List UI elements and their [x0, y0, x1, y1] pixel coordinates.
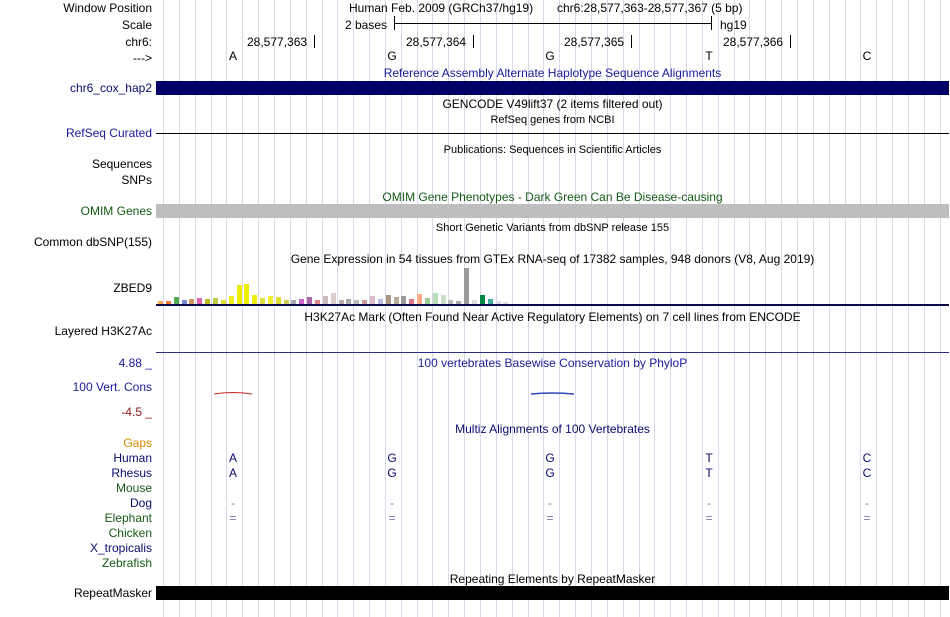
track-label-cons[interactable]: 100 Vert. Cons	[72, 380, 152, 394]
gtex-tissue-bar[interactable]	[244, 284, 249, 304]
cons-title: 100 vertebrates Basewise Conservation by PhyloP	[417, 356, 688, 370]
cons-min: -4.5 _	[121, 405, 152, 419]
gtex-gene-line	[156, 304, 949, 306]
species-base: G	[545, 451, 555, 465]
scale-bar	[394, 23, 712, 24]
ref-base: G	[387, 49, 397, 63]
coord-tick	[790, 35, 791, 48]
species-base: -	[548, 496, 552, 510]
gtex-tissue-bar[interactable]	[268, 296, 273, 304]
strand-label: --->	[133, 51, 152, 65]
track-label-dbsnp[interactable]: Common dbSNP(155)	[33, 235, 152, 249]
coord-tick	[314, 35, 315, 48]
scale-text: 2 bases	[345, 18, 388, 32]
scale-label: Scale	[121, 18, 152, 32]
species-label[interactable]: Human	[113, 451, 152, 465]
species-base: -	[707, 496, 711, 510]
h3k27-title: H3K27Ac Mark (Often Found Near Active Regulatory Elements) on 7 cell lines from ENCODE	[304, 310, 801, 324]
species-base: T	[705, 466, 713, 480]
cons-negative-segment	[214, 393, 252, 395]
omim-feature[interactable]	[156, 204, 949, 218]
refseq-feature[interactable]	[156, 133, 949, 134]
gtex-tissue-bar[interactable]	[307, 297, 312, 304]
coord-tick	[631, 35, 632, 48]
track-label-snps[interactable]: SNPs	[121, 173, 152, 187]
gtex-tissue-bar[interactable]	[331, 293, 336, 304]
track-label-rmsk[interactable]: RepeatMasker	[73, 586, 152, 600]
gtex-tissue-bar[interactable]	[252, 295, 257, 304]
gtex-title: Gene Expression in 54 tissues from GTEx RNA-seq of 17382 samples, 948 donors (V8, Aug 2019)	[290, 252, 815, 266]
gtex-tissue-bar[interactable]	[394, 297, 399, 304]
coord-label: 28,577,364	[406, 35, 467, 49]
window-position: chr6:28,577,363-28,577,367 (5 bp)	[557, 1, 743, 15]
ref-base: T	[705, 49, 713, 63]
species-label[interactable]: Zebrafish	[101, 556, 152, 570]
track-label-h3k27[interactable]: Layered H3K27Ac	[54, 324, 152, 338]
scale-tick-right	[711, 16, 712, 30]
track-label-omim[interactable]: OMIM Genes	[80, 204, 152, 218]
species-base: T	[705, 451, 713, 465]
gtex-tissue-bar[interactable]	[323, 296, 328, 304]
species-base: =	[863, 511, 871, 525]
coord-label: 28,577,365	[564, 35, 625, 49]
gtex-tissue-bar[interactable]	[386, 295, 391, 304]
gtex-tissue-bar[interactable]	[464, 268, 469, 304]
species-base: =	[388, 511, 396, 525]
gtex-tissue-bar[interactable]	[370, 296, 375, 304]
gtex-tissue-bar[interactable]	[417, 294, 422, 304]
track-label-sequences[interactable]: Sequences	[91, 157, 152, 171]
assembly-name: Human Feb. 2009 (GRCh37/hg19)	[349, 1, 534, 15]
gencode-title: GENCODE V49lift37 (2 items filtered out)	[442, 97, 663, 111]
coord-tick	[473, 35, 474, 48]
window-position-label: Window Position	[63, 1, 152, 15]
species-label[interactable]: Elephant	[104, 511, 152, 525]
gtex-tissue-bar[interactable]	[441, 295, 446, 304]
cons-max: 4.88 _	[118, 356, 152, 370]
rmsk-title: Repeating Elements by RepeatMasker	[449, 572, 656, 586]
species-base: =	[229, 511, 237, 525]
gtex-tissue-bar[interactable]	[433, 293, 438, 304]
species-label[interactable]: X_tropicalis	[89, 541, 152, 555]
species-base: =	[546, 511, 554, 525]
cons-positive-segment	[531, 393, 574, 394]
species-base: -	[390, 496, 394, 510]
gtex-barchart[interactable]	[156, 266, 949, 304]
gtex-tissue-bar[interactable]	[480, 295, 485, 304]
species-base: A	[228, 466, 237, 480]
coord-label: 28,577,366	[723, 35, 784, 49]
species-base: G	[545, 466, 555, 480]
species-base: G	[387, 451, 397, 465]
species-base: G	[387, 466, 397, 480]
species-base: -	[231, 496, 235, 510]
chrom-label: chr6:	[125, 35, 152, 49]
track-label-alt-haplo[interactable]: chr6_cox_hap2	[69, 81, 152, 95]
species-label[interactable]: Rhesus	[111, 466, 152, 480]
gtex-tissue-bar[interactable]	[276, 297, 281, 304]
gtex-tissue-bar[interactable]	[229, 296, 234, 304]
db-name: hg19	[720, 18, 747, 32]
alt-haplo-title: Reference Assembly Alternate Haplotype Sequence Alignments	[383, 66, 722, 80]
species-label[interactable]: Dog	[129, 496, 152, 510]
track-label-refseq[interactable]: RefSeq Curated	[65, 126, 152, 140]
species-base: C	[862, 451, 872, 465]
gtex-tissue-bar[interactable]	[174, 297, 179, 304]
multiz-title: Multiz Alignments of 100 Vertebrates	[455, 422, 650, 436]
gtex-tissue-bar[interactable]	[401, 296, 406, 304]
species-base: =	[705, 511, 713, 525]
species-label[interactable]: Mouse	[115, 481, 152, 495]
ref-base: C	[862, 49, 872, 63]
h3k27-signal[interactable]	[156, 352, 949, 353]
track-label-gaps[interactable]: Gaps	[123, 436, 152, 450]
rmsk-feature[interactable]	[156, 586, 949, 600]
cons-graph[interactable]	[156, 370, 949, 410]
ref-base: G	[545, 49, 555, 63]
species-label[interactable]: Chicken	[108, 526, 152, 540]
refseq-title: RefSeq genes from NCBI	[490, 114, 615, 126]
species-base: -	[865, 496, 869, 510]
alt-haplo-feature[interactable]	[156, 81, 949, 95]
dbsnp-title: Short Genetic Variants from dbSNP release 155	[435, 222, 670, 234]
species-base: C	[862, 466, 872, 480]
ref-base: A	[228, 49, 237, 63]
species-base: A	[228, 451, 237, 465]
pubs-title: Publications: Sequences in Scientific Articles	[443, 144, 662, 156]
omim-title: OMIM Gene Phenotypes - Dark Green Can Be Disease-causing	[382, 190, 723, 204]
gtex-tissue-bar[interactable]	[237, 285, 242, 304]
coord-label: 28,577,363	[247, 35, 308, 49]
track-label-gtex[interactable]: ZBED9	[113, 281, 152, 295]
